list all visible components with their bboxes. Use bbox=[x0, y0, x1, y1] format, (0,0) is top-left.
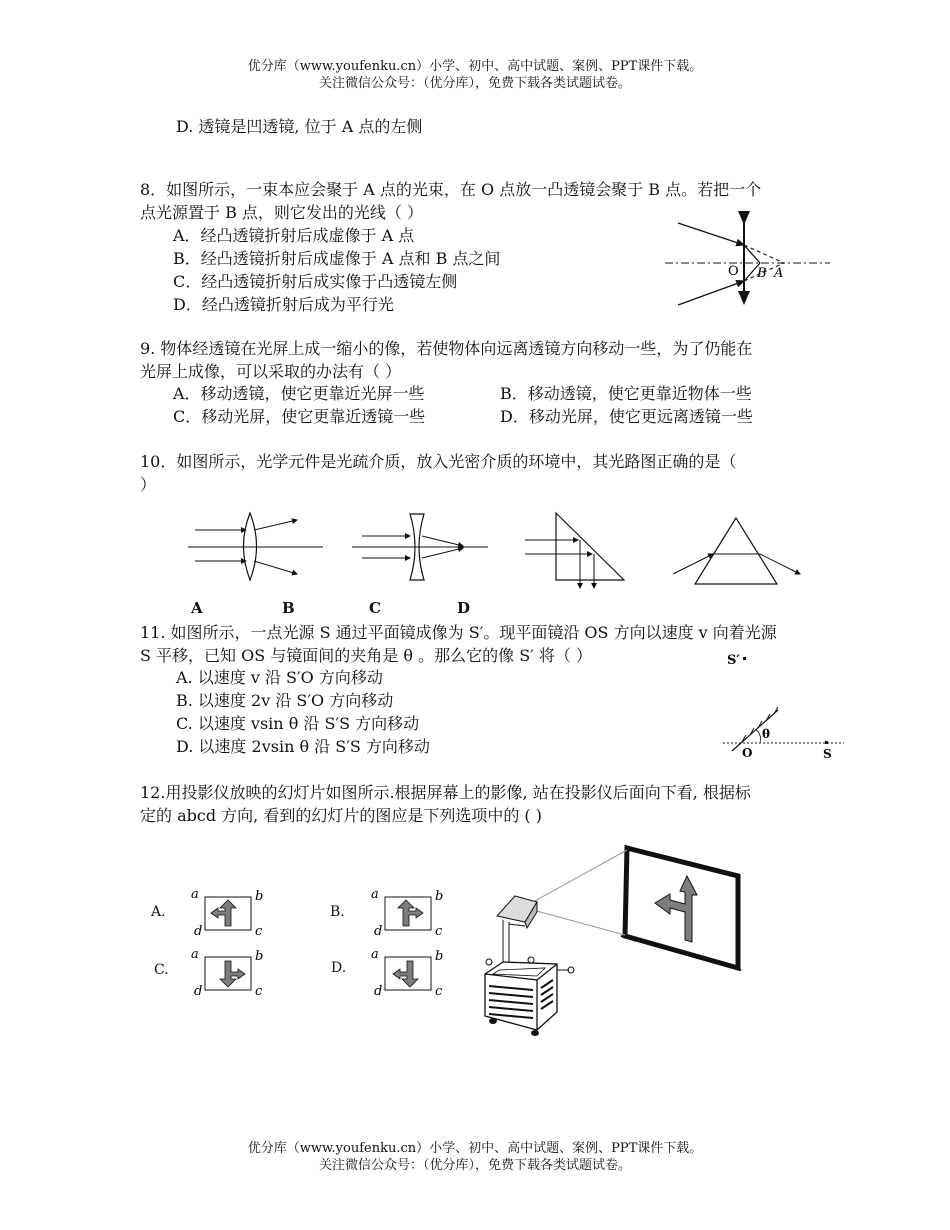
q12-a-corner-a: a bbox=[191, 887, 199, 902]
q10-diagram-c bbox=[525, 513, 624, 588]
q10-stem-line-2: ） bbox=[140, 475, 157, 494]
q12-b-corner-b: b bbox=[435, 889, 444, 904]
q11-option-d: D. 以速度 2vsin θ 沿 S′S 方向移动 bbox=[176, 737, 430, 756]
q12-slide-a bbox=[191, 887, 263, 939]
q12-a-corner-c: c bbox=[255, 924, 263, 939]
q12-option-a-label: A. bbox=[151, 904, 166, 920]
q8-fig-a: A bbox=[774, 266, 784, 281]
q12-option-c-label: C. bbox=[154, 962, 169, 978]
q12-d-corner-d: d bbox=[374, 984, 383, 999]
q9-stem-line-2: 光屏上成像，可以采取的办法有（ ） bbox=[140, 362, 402, 381]
q12-slide-options bbox=[185, 880, 455, 1005]
q12-stem-line-2: 定的 abcd 方向, 看到的幻灯片的图应是下列选项中的 ( ) bbox=[140, 806, 542, 825]
header-line-2: 关注微信公众号：（优分库），免费下载各类试题试卷。 bbox=[318, 76, 631, 91]
q8-fig-b: B bbox=[757, 266, 767, 281]
q10-diagram-a bbox=[188, 513, 323, 580]
footer-line-1: 优分库（www.youfenku.cn）小学、初中、高中试题、案例、PPT课件下载。 bbox=[247, 1141, 703, 1156]
q12-projector-scene bbox=[475, 840, 750, 1040]
q11-option-b: B. 以速度 2v 沿 S′O 方向移动 bbox=[176, 691, 394, 710]
q12-b-corner-d: d bbox=[374, 924, 383, 939]
q12-stem-line-1: 12.用投影仪放映的幻灯片如图所示.根据屏幕上的影像, 站在投影仪后面向下看, 根据标 bbox=[140, 783, 751, 802]
q10-label-d: D bbox=[457, 599, 471, 617]
q11-option-a: A. 以速度 v 沿 S′O 方向移动 bbox=[176, 668, 383, 687]
q12-a-corner-b: b bbox=[255, 889, 264, 904]
q12-option-d-label: D. bbox=[331, 960, 347, 976]
q9-stem-line-1: 9. 物体经透镜在光屏上成一缩小的像，若使物体向远离透镜方向移动一些，为了仍能在 bbox=[140, 339, 753, 358]
projection-screen bbox=[621, 848, 741, 970]
q10-stem-line-1: 10．如图所示，光学元件是光疏介质，放入光密介质的环境中，其光路图正确的是（ bbox=[140, 452, 737, 471]
q10-diagram-d bbox=[673, 518, 800, 584]
q11-fig-o: O bbox=[742, 746, 753, 760]
q9-option-b: B．移动透镜，使它更靠近物体一些 bbox=[500, 384, 752, 403]
q8-stem-line-1: 8．如图所示，一束本应会聚于 A 点的光束，在 O 点放一凸透镜会聚于 B 点。若把一个 bbox=[140, 180, 762, 199]
footer-line-2: 关注微信公众号：（优分库），免费下载各类试题试卷。 bbox=[318, 1158, 631, 1173]
q12-option-b-label: B. bbox=[330, 904, 345, 920]
q12-slide-b bbox=[371, 887, 443, 939]
q10-label-b: B bbox=[282, 599, 295, 617]
q12-d-corner-b: b bbox=[435, 949, 444, 964]
q11-fig-theta: θ bbox=[762, 727, 771, 741]
q12-d-corner-c: c bbox=[435, 984, 443, 999]
q10-label-a: A bbox=[191, 599, 203, 617]
q11-fig-s: S bbox=[823, 747, 832, 761]
q9-option-a: A．移动透镜，使它更靠近光屏一些 bbox=[173, 384, 425, 403]
q10-optics-diagrams bbox=[180, 508, 810, 593]
q8-option-d: D．经凸透镜折射后成为平行光 bbox=[173, 295, 394, 314]
q12-slide-c bbox=[191, 947, 263, 999]
q12-c-corner-b: b bbox=[255, 949, 264, 964]
q12-b-corner-c: c bbox=[435, 924, 443, 939]
q12-c-corner-a: a bbox=[191, 947, 199, 962]
header-line-1: 优分库（www.youfenku.cn）小学、初中、高中试题、案例、PPT课件下载。 bbox=[247, 59, 703, 74]
q9-option-c: C．移动光屏，使它更靠近透镜一些 bbox=[173, 407, 426, 426]
q11-stem-line-2: S 平移，已知 OS 与镜面间的夹角是 θ 。那么它的像 S′ 将（ ） bbox=[140, 646, 592, 665]
q12-a-corner-d: d bbox=[194, 924, 203, 939]
q12-c-corner-c: c bbox=[255, 984, 263, 999]
q8-lens-diagram bbox=[660, 215, 840, 310]
q10-diagram-b bbox=[352, 514, 488, 580]
q11-mirror-diagram bbox=[720, 645, 850, 765]
q12-d-corner-a: a bbox=[371, 947, 379, 962]
q7-option-d: D. 透镜是凹透镜, 位于 A 点的左侧 bbox=[176, 117, 423, 136]
q8-option-c: C．经凸透镜折射后成实像于凸透镜左侧 bbox=[173, 272, 458, 291]
q11-fig-s-prime: S′ bbox=[727, 653, 740, 668]
q9-option-d: D．移动光屏，使它更远离透镜一些 bbox=[500, 407, 753, 426]
q11-stem-line-1: 11. 如图所示，一点光源 S 通过平面镜成像为 S′。现平面镜沿 OS 方向以速度 v 向着光源 bbox=[140, 623, 777, 642]
q12-slide-d bbox=[371, 947, 443, 999]
q8-fig-o: O bbox=[728, 264, 739, 279]
q10-label-c: C bbox=[369, 599, 381, 617]
q12-b-corner-a: a bbox=[371, 887, 379, 902]
q8-option-a: A．经凸透镜折射后成虚像于 A 点 bbox=[173, 226, 415, 245]
q8-stem-line-2: 点光源置于 B 点，则它发出的光线（ ） bbox=[140, 203, 424, 222]
q12-c-corner-d: d bbox=[194, 984, 203, 999]
q11-option-c: C. 以速度 vsin θ 沿 S′S 方向移动 bbox=[176, 714, 420, 733]
q8-option-b: B．经凸透镜折射后成虚像于 A 点和 B 点之间 bbox=[173, 249, 501, 268]
